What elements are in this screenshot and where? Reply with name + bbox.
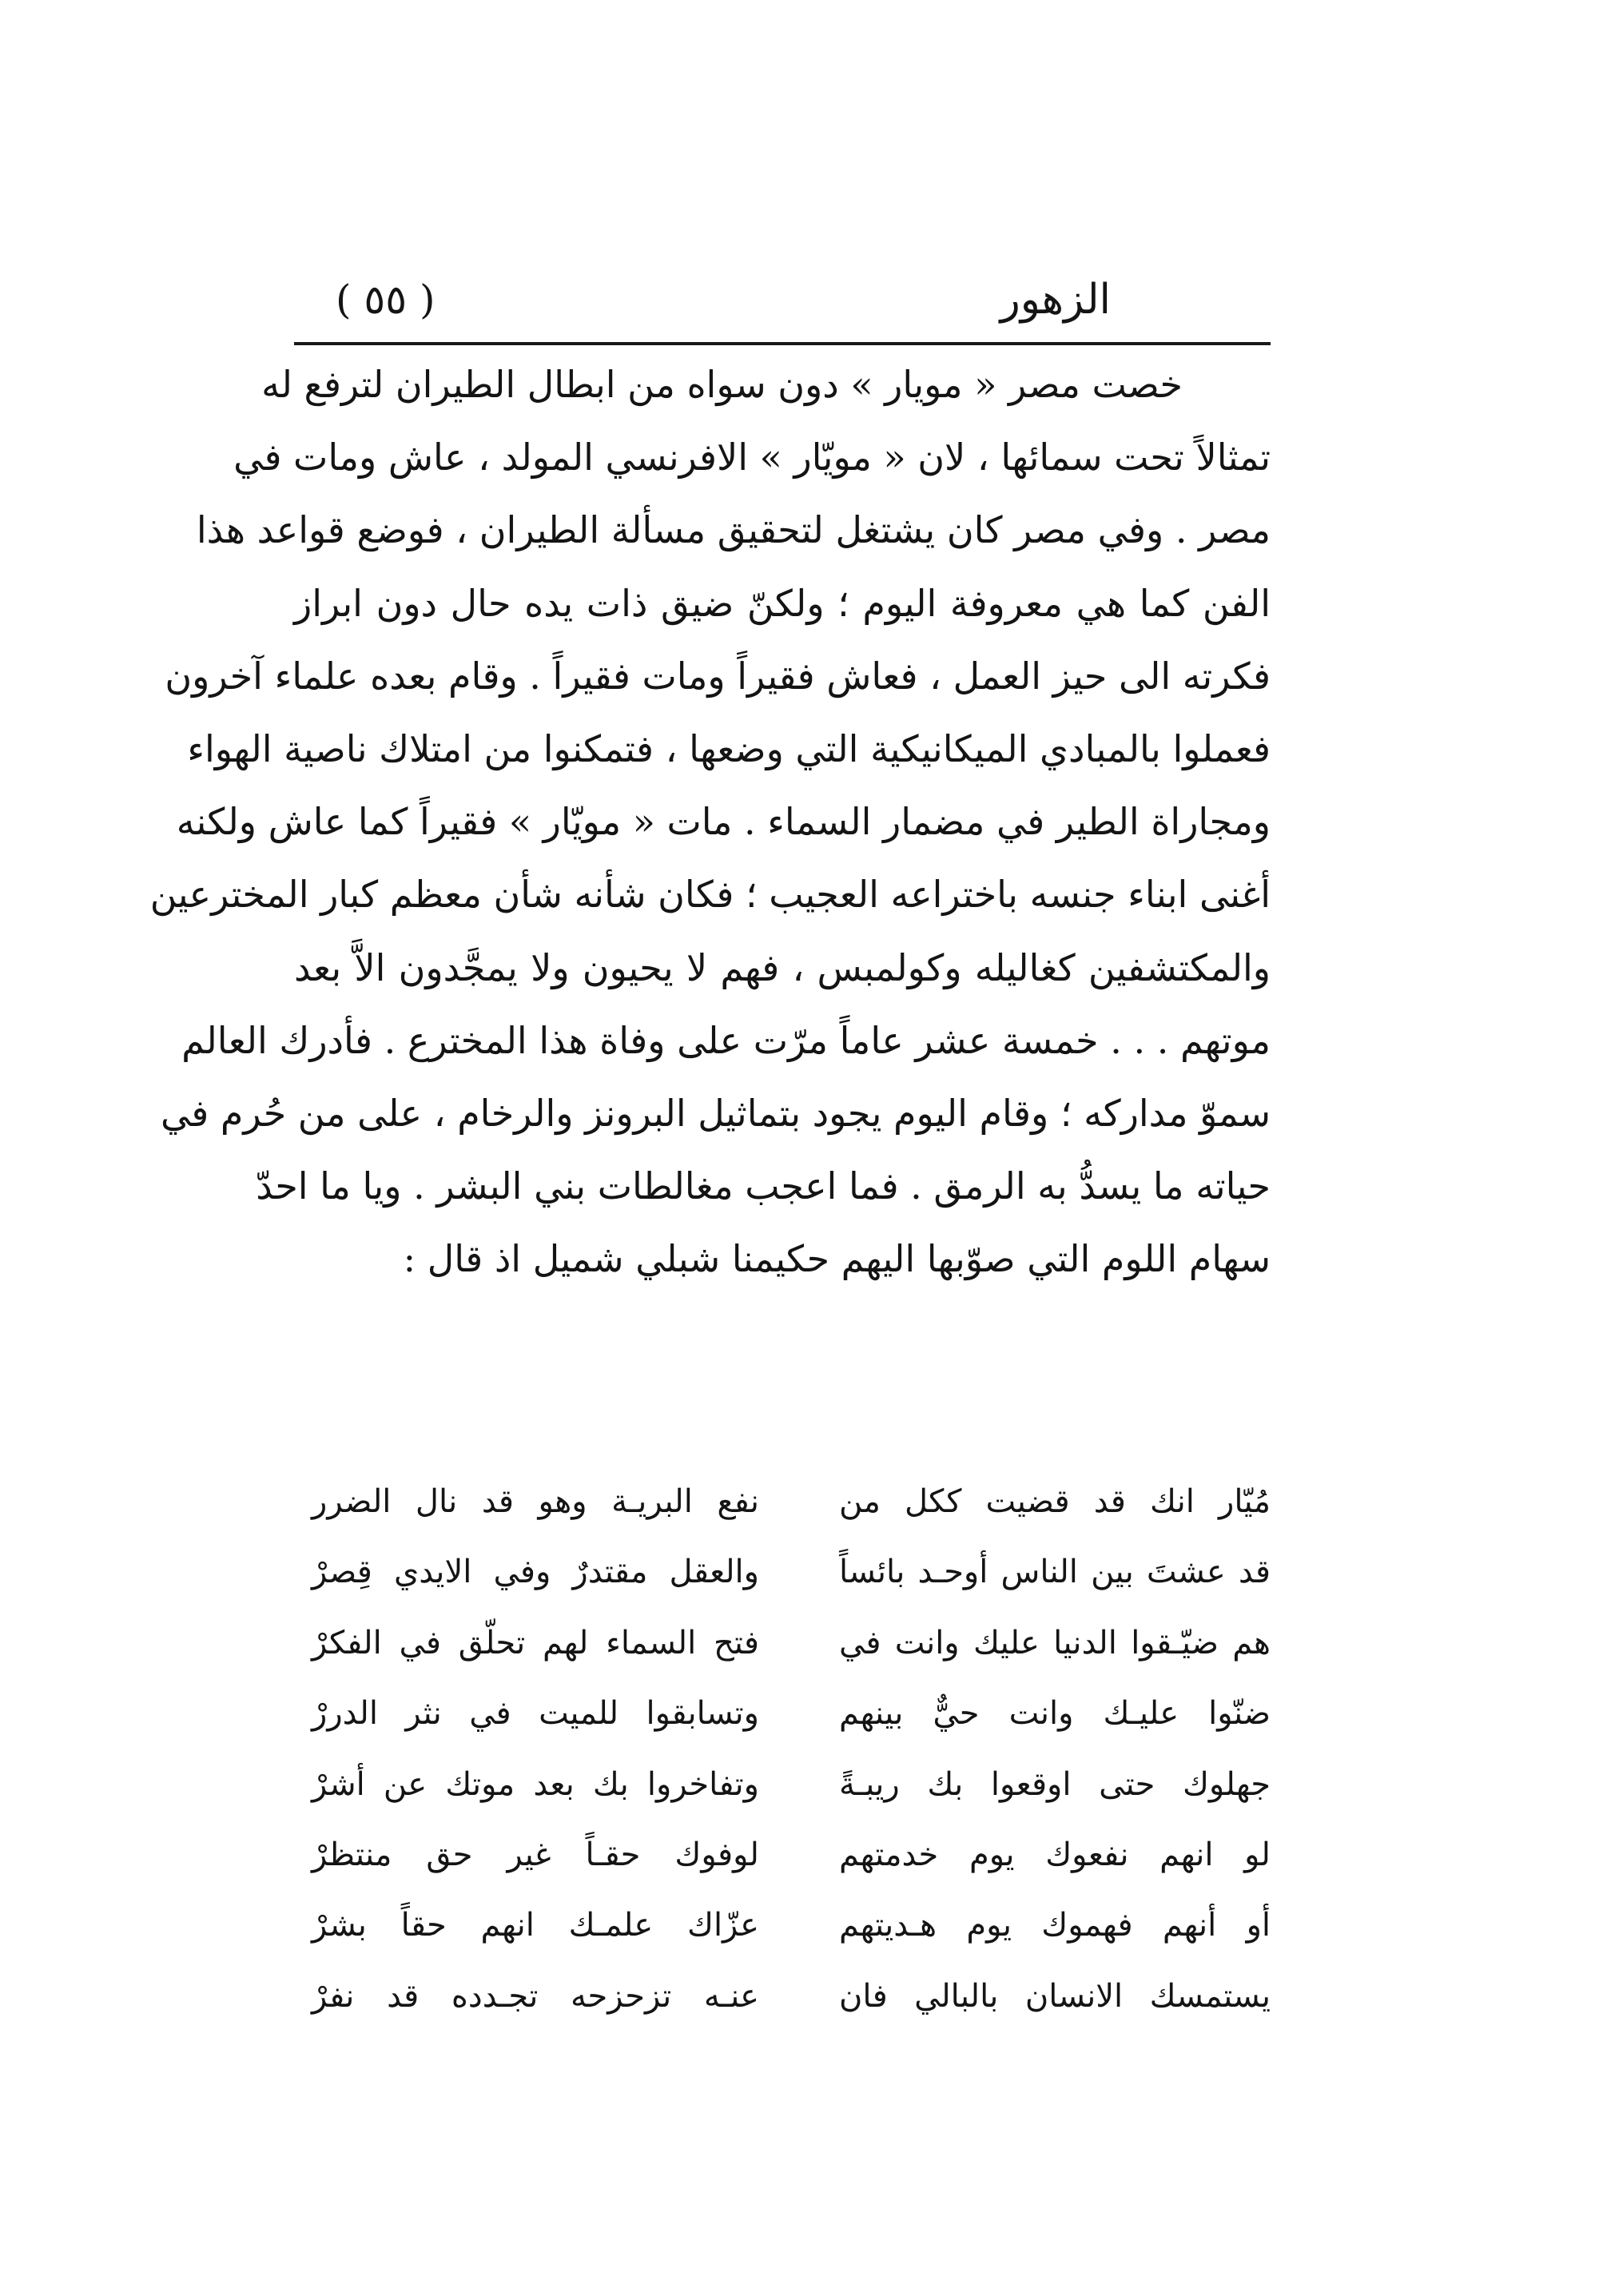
prose-paragraph: [149, 348, 1271, 1295]
poem-verse: [304, 1890, 1271, 1960]
verse-first-hemistich: جهلوك حتى اوقعوا بك ريبـةً: [839, 1765, 1271, 1803]
text-line: سهام اللوم التي صوّبها اليهم حكيمنا شبلي شميل اذ قال :: [403, 1237, 1271, 1281]
text-line: أغنى ابناء جنسه باختراعه العجيب ؛ فكان شأنه شأن معظم كبار المخترعين: [149, 873, 1271, 917]
text-line: حياته ما يسدُّ به الرمق . فما اعجب مغالطات بني البشر . ويا ما احدّ: [256, 1164, 1271, 1208]
verse-second-hemistich: نفع البريـة وهو قد نال الضرر: [312, 1483, 759, 1520]
verse-second-hemistich: وتسابقوا للميت في نثر الدررْ: [312, 1695, 759, 1733]
verse-first-hemistich: هم ضيّـقوا الدنيا عليك وانت في: [839, 1624, 1271, 1661]
text-line: ومجاراة الطير في مضمار السماء . مات « مويّار » فقيراً كما عاش ولكنه: [176, 800, 1271, 844]
text-line: سموّ مداركه ؛ وقام اليوم يجود بتماثيل البرونز والرخام ، على من حُرم في: [160, 1091, 1271, 1135]
poem-verse: [304, 1608, 1271, 1678]
running-header: [296, 264, 1271, 336]
text-line: فعملوا بالمبادي الميكانيكية التي وضعها ، فتمكنوا من امتلاك ناصية الهواء: [187, 726, 1271, 770]
text-line: موتهم . . . خمسة عشر عاماً مرّت على وفاة هذا المخترع . فأدرك العالم: [181, 1018, 1271, 1062]
text-line: خصت مصر « مويار » دون سواه من ابطال الطيران لترفع له: [261, 363, 1183, 406]
poem-verse: [304, 1537, 1271, 1607]
running-title: الزهور: [1000, 276, 1111, 324]
verse-first-hemistich: أو أنهم فهموك يوم هـديتهم: [839, 1907, 1271, 1944]
header-rule: [294, 342, 1271, 345]
poem-verse: [304, 1678, 1271, 1749]
verse-first-hemistich: يستمسك الانسان بالبالي فان: [839, 1977, 1271, 2015]
verse-second-hemistich: عنـه تزحزحه تجـدده قد نفرْ: [312, 1977, 759, 2015]
verse-first-hemistich: ضنّوا عليـك وانت حيٌّ بينهم: [839, 1695, 1271, 1733]
poem: [304, 1466, 1271, 2031]
text-line: مصر . وفي مصر كان يشتغل لتحقيق مسألة الطيران ، فوضع قواعد هذا: [196, 508, 1271, 552]
verse-first-hemistich: قد عشتَ بين الناس أوحـد بائساً: [839, 1554, 1271, 1591]
poem-verse: [304, 1466, 1271, 1537]
verse-first-hemistich: مُيّار انك قد قضيت ككل من: [839, 1483, 1271, 1520]
text-line: تمثالاً تحت سمائها ، لان « مويّار » الافرنسي المولد ، عاش ومات في: [233, 436, 1271, 479]
text-line: الفن كما هي معروفة اليوم ؛ ولكنّ ضيق ذات يده حال دون ابراز: [294, 581, 1271, 625]
verse-second-hemistich: فتح السماء لهم تحلّق في الفكرْ: [312, 1624, 759, 1661]
verse-second-hemistich: لوفوك حقـاً غير حق منتظرْ: [312, 1836, 759, 1873]
text-line: فكرته الى حيز العمل ، فعاش فقيراً ومات فقيراً . وقام بعده علماء آخرون: [165, 654, 1271, 698]
text-line: والمكتشفين كغاليله وكولمبس ، فهم لا يحيون ولا يمجَّدون الاَّ بعد: [294, 945, 1271, 989]
verse-second-hemistich: وتفاخروا بك بعد موتك عن أشرْ: [312, 1765, 759, 1803]
poem-verse: [304, 1820, 1271, 1890]
poem-verse: [304, 1961, 1271, 2031]
verse-second-hemistich: والعقل مقتدرٌ وفي الايدي قِصرْ: [312, 1554, 759, 1591]
verse-second-hemistich: عزّاك علمـك انهم حقاً بشرْ: [312, 1907, 759, 1944]
poem-verse: [304, 1749, 1271, 1820]
verse-first-hemistich: لو انهم نفعوك يوم خدمتهم: [839, 1836, 1271, 1873]
page-number: ( ٥٥ ): [336, 277, 436, 323]
